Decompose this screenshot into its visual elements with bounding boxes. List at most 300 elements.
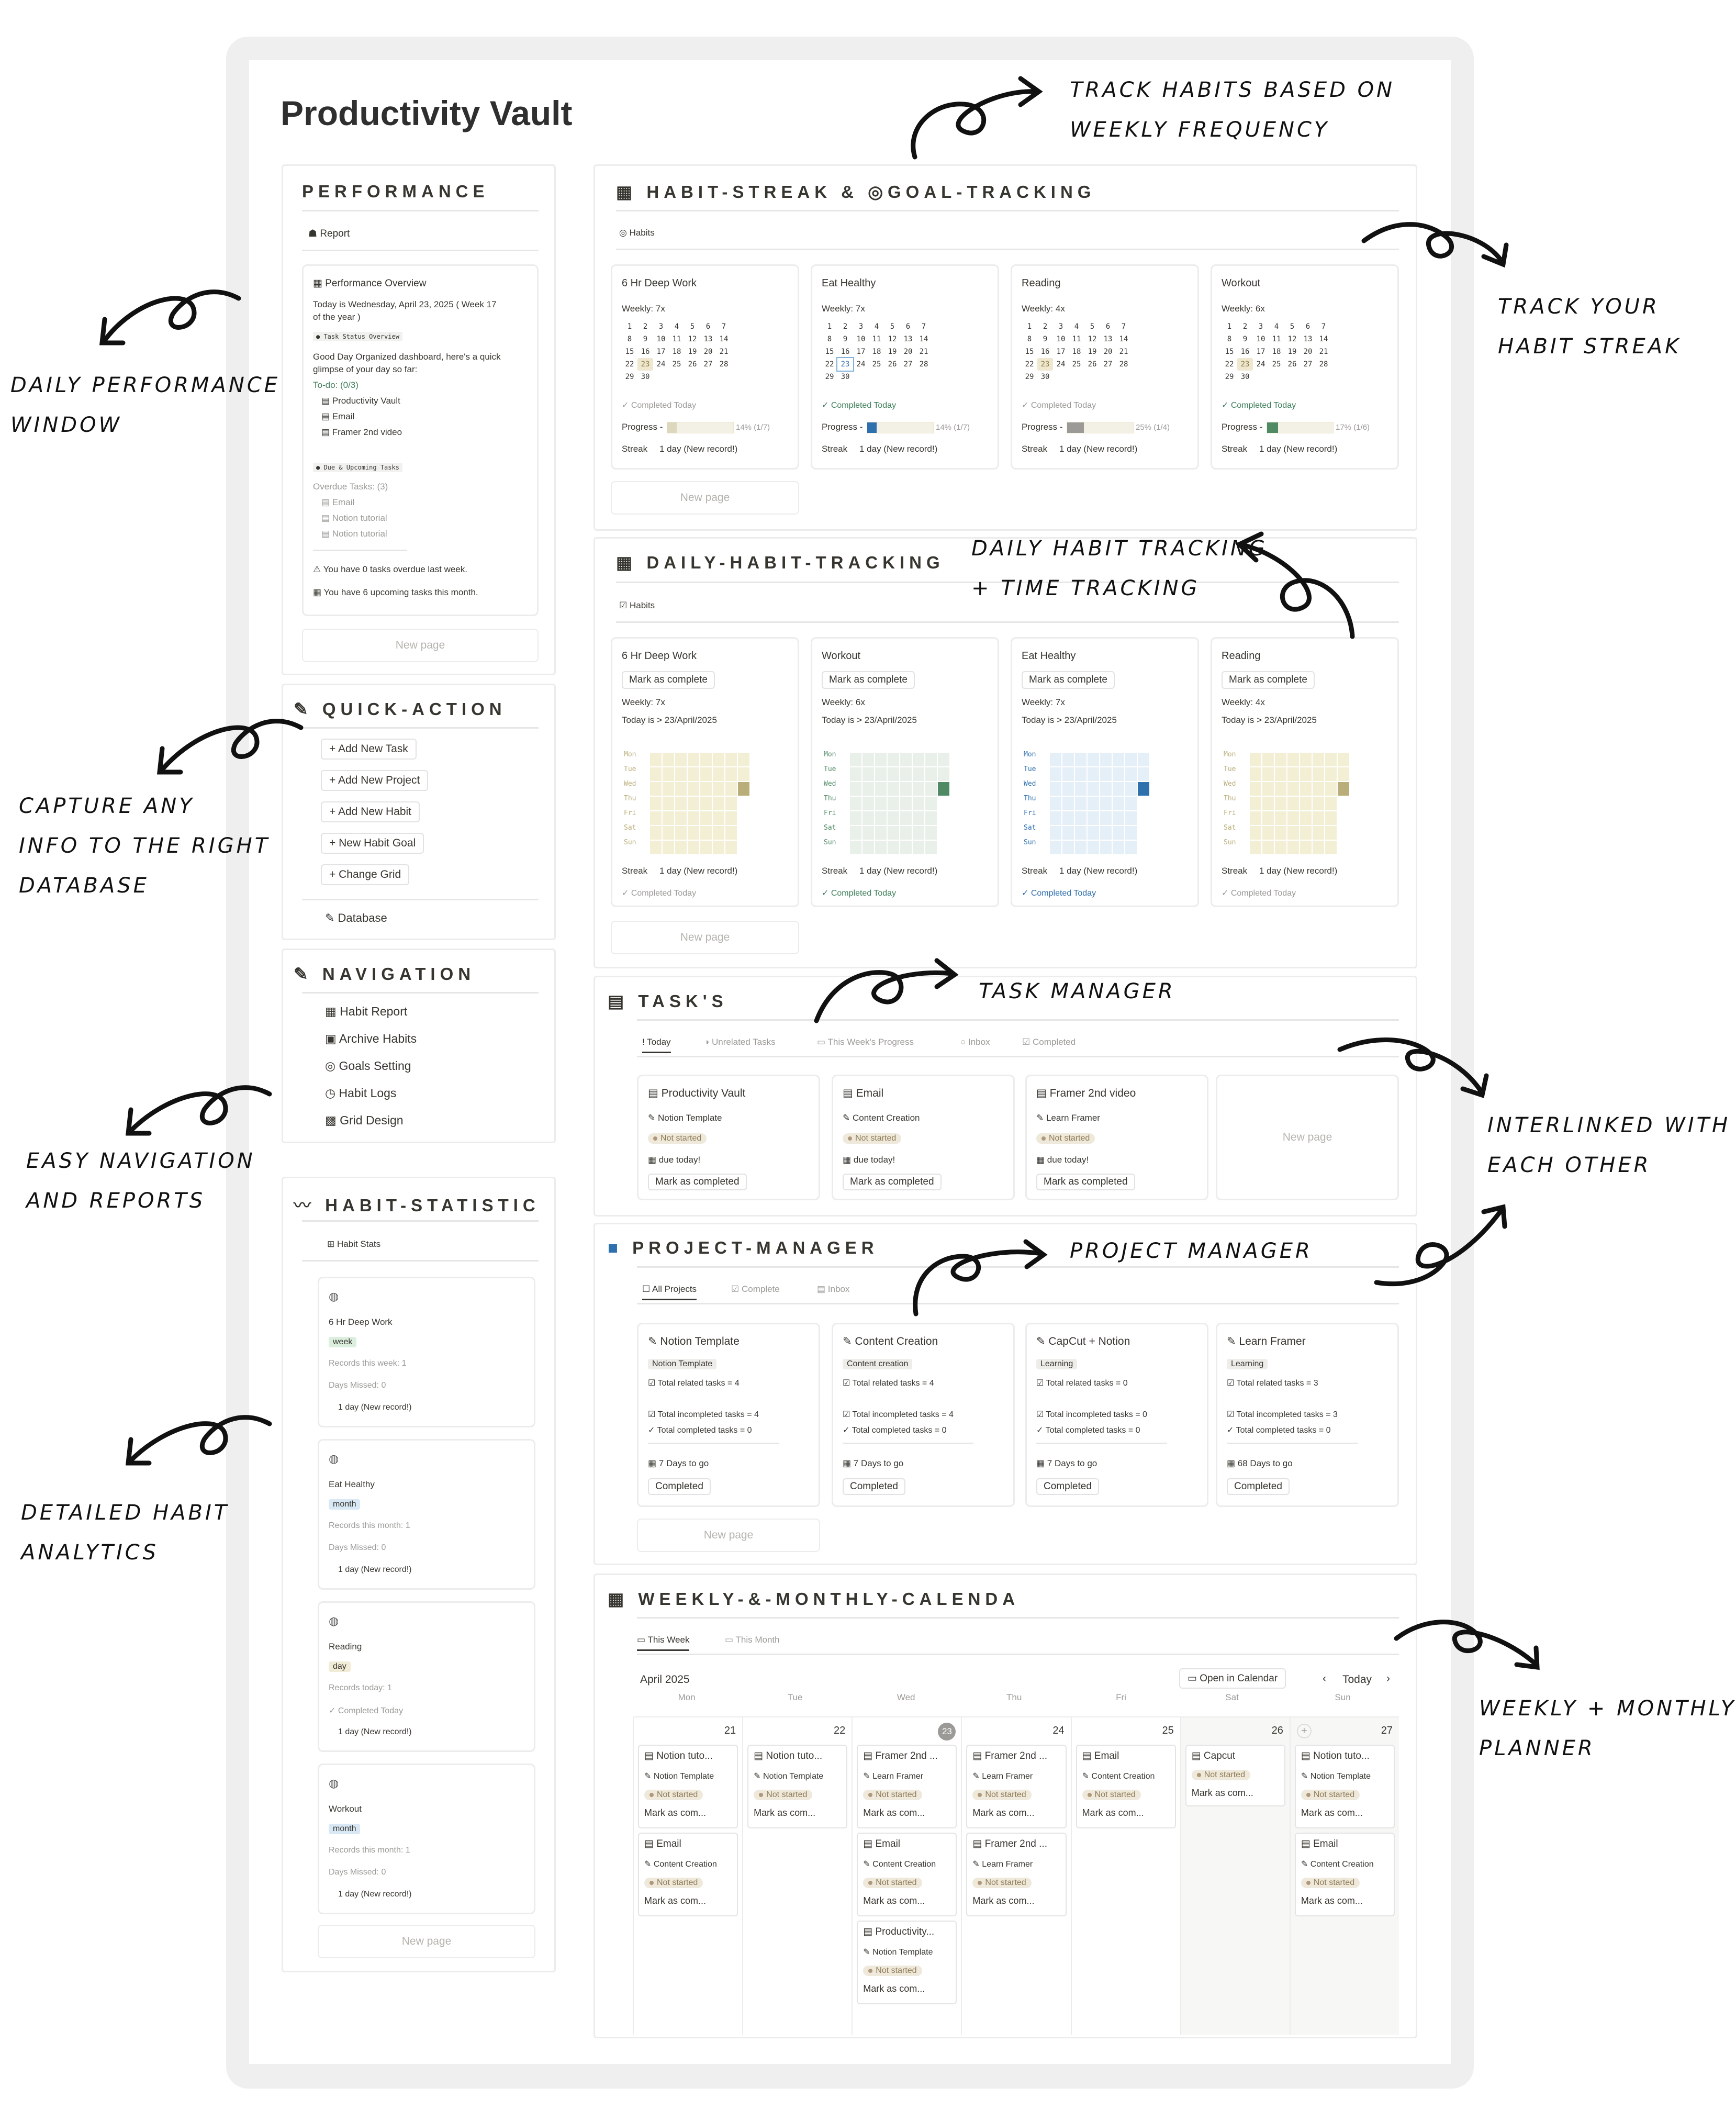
- weekday-label: Tue: [824, 765, 836, 773]
- event-project: ✎ Content Creation: [863, 1860, 936, 1869]
- weekday-label: Mon: [624, 751, 636, 758]
- event-title: ▤ Notion tuto...: [1301, 1750, 1370, 1761]
- calendar-day: 2: [643, 322, 648, 331]
- nav-habit-logs[interactable]: ◷ Habit Logs: [325, 1086, 397, 1100]
- new-habit-goal-button[interactable]: + New Habit Goal: [321, 833, 424, 854]
- calendar-day: 30: [641, 373, 650, 381]
- weekly-frequency: Weekly: 6x: [822, 697, 865, 707]
- today-date: Today is > 23/April/2025: [1022, 715, 1117, 725]
- tab-weekly-progress[interactable]: ▭ This Week's Progress: [817, 1037, 914, 1047]
- tab-this-week[interactable]: ▭ This Week: [637, 1635, 689, 1651]
- weekday-label: Thu: [824, 795, 836, 802]
- calendar-day: 16: [1040, 348, 1050, 356]
- event-mark-button[interactable]: Mark as com...: [863, 1807, 925, 1818]
- add-new-project-button[interactable]: + Add New Project: [321, 770, 428, 791]
- progress-label: Progress -: [1222, 422, 1263, 432]
- calendar-day: 6: [1305, 322, 1311, 331]
- upcoming-month-note: ▦ You have 6 upcoming tasks this month.: [313, 587, 478, 597]
- target-icon: ◎: [619, 228, 627, 238]
- status-badge: Not started: [1082, 1790, 1141, 1800]
- page-title: Productivity Vault: [281, 94, 573, 132]
- calendar-day: 5: [890, 322, 895, 331]
- calendar-day: 20: [1303, 348, 1313, 356]
- habit-status-icon: ◍: [329, 1452, 339, 1465]
- calendar-day: 28: [1319, 360, 1328, 369]
- todo-item[interactable]: ▤ Framer 2nd video: [321, 427, 402, 437]
- calendar-day: 4: [1074, 322, 1079, 331]
- mark-complete-button[interactable]: Mark as complete: [622, 671, 715, 689]
- status-badge: Not started: [863, 1878, 922, 1888]
- calendar-day: 29: [625, 373, 634, 381]
- calendar-day: 27: [1103, 360, 1113, 369]
- new-page-button[interactable]: New page: [611, 481, 799, 515]
- calendar-day: 22: [825, 360, 834, 369]
- add-event-icon[interactable]: +: [1297, 1724, 1312, 1738]
- annotation: TRACK HABITS BASED ON WEEKLY FREQUENCY: [1070, 78, 1395, 142]
- event-mark-button[interactable]: Mark as com...: [1082, 1807, 1144, 1818]
- streak-label: Streak: [1222, 866, 1248, 876]
- calendar-day: 21: [719, 348, 729, 356]
- completed-today: ✓ Completed Today: [822, 401, 897, 410]
- project-tag: Content creation: [843, 1359, 912, 1369]
- tab-this-month[interactable]: ▭ This Month: [725, 1635, 780, 1645]
- event-title: ▤ Email: [1301, 1838, 1338, 1849]
- event-project: ✎ Content Creation: [644, 1860, 717, 1869]
- new-page-button[interactable]: New page: [318, 1925, 535, 1958]
- tab-completed[interactable]: ☑ Completed: [1022, 1037, 1076, 1047]
- calendar-day: 16: [1240, 348, 1250, 356]
- date-number: 24: [1052, 1725, 1065, 1736]
- habit-stats-view[interactable]: ⊞ Habit Stats: [327, 1239, 381, 1249]
- tab-all-projects[interactable]: ☐ All Projects: [642, 1284, 697, 1300]
- streak-value: 1 day (New record!): [338, 1727, 412, 1736]
- weekday-header: Sun: [1335, 1692, 1351, 1702]
- completed-tasks: ✓ Total completed tasks = 0: [1227, 1426, 1331, 1435]
- report-icon: ☗: [308, 228, 320, 239]
- nav-goals-setting[interactable]: ◎ Goals Setting: [325, 1059, 411, 1073]
- status-badge: Not started: [1036, 1133, 1095, 1144]
- calendar-day: 6: [1105, 322, 1111, 331]
- weekly-frequency: Weekly: 7x: [622, 304, 665, 314]
- streak-label: Streak: [622, 444, 648, 454]
- greeting-2: glimpse of your day so far:: [313, 364, 418, 374]
- event-title: ▤ Notion tuto...: [644, 1750, 713, 1761]
- related-tasks: ☑ Total related tasks = 4: [648, 1379, 740, 1388]
- today-button[interactable]: Today: [1342, 1673, 1372, 1686]
- calendar-day: 25: [672, 360, 681, 369]
- progress-text: 14% (1/7): [936, 423, 970, 432]
- event-title: ▤ Notion tuto...: [754, 1750, 823, 1761]
- archive-icon: ▣: [325, 1032, 337, 1045]
- today-date: Today is > 23/April/2025: [622, 715, 717, 725]
- calendar-day: 10: [1256, 335, 1265, 343]
- streak-value: 1 day (New record!): [338, 1403, 412, 1412]
- annotation: DAILY PERFORMANCE WINDOW: [10, 373, 281, 437]
- habit-name: Reading: [1022, 277, 1061, 289]
- calendar-day: 16: [841, 348, 850, 356]
- habit-statistic-heading: 〰 HABIT-STATISTIC: [294, 1196, 540, 1215]
- event-title: ▤ Framer 2nd ...: [972, 1838, 1047, 1849]
- annotation: INTERLINKED WITH EACH OTHER: [1487, 1113, 1731, 1177]
- checkbox-icon: ☑: [619, 600, 628, 610]
- weekday-label: Thu: [1024, 795, 1036, 802]
- event-title: ▤ Framer 2nd ...: [863, 1750, 938, 1761]
- calendar-day: 11: [1272, 335, 1281, 343]
- nav-archive-habits[interactable]: ▣ Archive Habits: [325, 1032, 417, 1045]
- task-due: ▦ due today!: [1036, 1155, 1089, 1165]
- calendar-day: 27: [703, 360, 713, 369]
- calendar-day: 3: [1058, 322, 1063, 331]
- incomplete-tasks: ☑ Total incompleted tasks = 3: [1227, 1410, 1338, 1419]
- event-mark-button[interactable]: Mark as com...: [1191, 1788, 1253, 1798]
- streak-value: 1 day (New record!): [1059, 444, 1138, 454]
- completed-today: ✓ Completed Today: [1222, 889, 1296, 898]
- streak-label: Streak: [1022, 866, 1048, 876]
- chart-icon: ▦: [313, 278, 326, 289]
- todo-item[interactable]: ▤ Email: [321, 411, 355, 421]
- calendar-day: 23: [637, 358, 653, 371]
- event-title: ▤ Productivity...: [863, 1926, 935, 1937]
- habit-status-icon: ◍: [329, 1614, 339, 1627]
- weekday-label: Sat: [1024, 824, 1036, 832]
- weekday-label: Mon: [824, 751, 836, 758]
- calendar-day: 19: [888, 348, 897, 356]
- project-status-button[interactable]: Completed: [648, 1478, 711, 1495]
- calendar-day: 17: [656, 348, 666, 356]
- calendar-icon: ▭: [637, 1635, 646, 1645]
- calendar-day: 12: [1287, 335, 1297, 343]
- habit-streak-heading: ▦ HABIT-STREAK & ◎GOAL-TRACKING: [616, 182, 1096, 202]
- period-tag: day: [329, 1661, 351, 1672]
- calendar-day: 13: [903, 335, 913, 343]
- nav-grid-design[interactable]: ▩ Grid Design: [325, 1113, 404, 1127]
- task-status-label: ● Task Status Overview: [313, 332, 402, 341]
- days-missed: Days Missed: 0: [329, 1868, 386, 1877]
- incomplete-tasks: ☑ Total incompleted tasks = 0: [1036, 1410, 1147, 1419]
- calendar-day: 5: [1090, 322, 1095, 331]
- calendar-day: 10: [656, 335, 666, 343]
- weekday-label: Fri: [1024, 809, 1036, 817]
- weekday-header: Mon: [678, 1692, 696, 1702]
- weekday-label: Wed: [824, 780, 836, 788]
- calendar-day: 15: [825, 348, 834, 356]
- days-missed: Days Missed: 0: [329, 1543, 386, 1552]
- overdue-count: Overdue Tasks: (3): [313, 482, 388, 492]
- calendar-day: 29: [1025, 373, 1034, 381]
- mark-completed-button[interactable]: Mark as completed: [843, 1174, 942, 1190]
- streak-value: 1 day (New record!): [659, 866, 738, 876]
- calendar-day: 2: [1242, 322, 1248, 331]
- progress-label: Progress -: [1022, 422, 1063, 432]
- mark-complete-button[interactable]: Mark as complete: [1022, 671, 1115, 689]
- streak-value: 1 day (New record!): [338, 1565, 412, 1574]
- event-mark-button[interactable]: Mark as com...: [644, 1807, 707, 1818]
- task-due: ▦ due today!: [843, 1155, 895, 1165]
- weekday-label: Wed: [1024, 780, 1036, 788]
- calendar-day: 17: [1256, 348, 1265, 356]
- calendar-day: 5: [1290, 322, 1295, 331]
- new-page-button[interactable]: New page: [302, 629, 539, 662]
- completed-today: ✓ Completed Today: [622, 401, 697, 410]
- calendar-day: 17: [856, 348, 866, 356]
- habit-status-icon: ◍: [329, 1290, 339, 1303]
- event-mark-button[interactable]: Mark as com...: [754, 1807, 816, 1818]
- date-number: 22: [834, 1725, 846, 1736]
- completed-today: ✓ Completed Today: [1022, 889, 1096, 898]
- calendar-day: 18: [672, 348, 681, 356]
- habits-view[interactable]: ◎ Habits: [619, 228, 655, 238]
- event-mark-button[interactable]: Mark as com...: [1301, 1895, 1363, 1906]
- calendar-day: 23: [1037, 358, 1053, 371]
- streak-value: 1 day (New record!): [1059, 866, 1138, 876]
- overdue-item[interactable]: ▤ Email: [321, 497, 355, 507]
- status-badge: Not started: [648, 1133, 707, 1144]
- status-badge: Not started: [1301, 1878, 1360, 1888]
- event-project: ✎ Learn Framer: [972, 1860, 1033, 1869]
- pin-icon: ✎: [294, 964, 322, 984]
- report-view[interactable]: ☗ Report: [308, 228, 350, 239]
- mark-complete-button[interactable]: Mark as complete: [1222, 671, 1315, 689]
- weekday-label: Sat: [624, 824, 636, 832]
- task-title: ▤ Email: [843, 1087, 884, 1099]
- calendar-day: 11: [872, 335, 881, 343]
- grid-icon: ⊞: [327, 1239, 335, 1249]
- habit-name: Eat Healthy: [1022, 650, 1076, 662]
- tab-today[interactable]: ! Today: [642, 1037, 671, 1053]
- calendar-day: 9: [643, 335, 648, 343]
- next-week-icon[interactable]: ›: [1386, 1672, 1390, 1684]
- progress-text: 25% (1/4): [1136, 423, 1170, 432]
- calendar-day: 1: [827, 322, 832, 331]
- tab-unrelated[interactable]: ◑ Unrelated Tasks: [704, 1037, 776, 1047]
- nav-habit-report[interactable]: ▦ Habit Report: [325, 1005, 408, 1018]
- calendar-day: 1: [1027, 322, 1032, 331]
- progress-label: Progress -: [622, 422, 663, 432]
- weekday-label: Sun: [824, 839, 836, 846]
- completed-today: ✓ Completed Today: [1222, 401, 1296, 410]
- annotation: DETAILED HABIT ANALYTICS: [21, 1501, 230, 1565]
- calendar-day: 8: [1227, 335, 1232, 343]
- days-missed: ✓ Completed Today: [329, 1706, 404, 1715]
- calendar-day: 13: [1103, 335, 1113, 343]
- calendar-day: 12: [1088, 335, 1097, 343]
- streak-label: Streak: [622, 866, 648, 876]
- habit-name: 6 Hr Deep Work: [622, 277, 697, 289]
- todo-item[interactable]: ▤ Productivity Vault: [321, 396, 400, 406]
- new-page-button[interactable]: New page: [637, 1519, 820, 1552]
- mark-complete-button[interactable]: Mark as complete: [822, 671, 915, 689]
- status-badge: Not started: [1192, 1770, 1250, 1780]
- weekday-label: Sat: [824, 824, 836, 832]
- chart-icon: ▦: [325, 1005, 337, 1018]
- records-count: Records this month: 1: [329, 1846, 410, 1855]
- database-link[interactable]: ✎ Database: [325, 911, 387, 924]
- date-number: 21: [724, 1725, 736, 1736]
- calendar-day: 15: [1225, 348, 1234, 356]
- project-status-button[interactable]: Completed: [1227, 1478, 1290, 1495]
- weekday-label: Wed: [1224, 780, 1236, 788]
- calendar-day: 22: [1225, 360, 1234, 369]
- streak-label: Streak: [822, 866, 848, 876]
- completed-today: ✓ Completed Today: [822, 889, 897, 898]
- annotation: TASK MANAGER: [979, 979, 1175, 1003]
- calendar-day: 27: [903, 360, 913, 369]
- weekday-label: Fri: [1224, 809, 1236, 817]
- calendar-day: 25: [1272, 360, 1281, 369]
- calendar-day: 16: [641, 348, 650, 356]
- records-count: Records this month: 1: [329, 1521, 410, 1530]
- habit-name: Reading: [329, 1642, 362, 1652]
- annotation: DAILY HABIT TRACKING + TIME TRACKING: [971, 537, 1268, 600]
- calendar-day: 28: [1119, 360, 1128, 369]
- weekday-label: Fri: [824, 809, 836, 817]
- project-tag: Notion Template: [648, 1359, 716, 1369]
- calendar-day: 11: [672, 335, 681, 343]
- date-number: 26: [1271, 1725, 1283, 1736]
- calendar-day: 24: [656, 360, 666, 369]
- annotation: CAPTURE ANY INFO TO THE RIGHT DATABASE: [19, 794, 271, 898]
- today-line: Today is Wednesday, April 23, 2025 ( Week 17: [313, 299, 497, 309]
- calendar-day: 20: [903, 348, 913, 356]
- tab-inbox[interactable]: ▤ Inbox: [817, 1284, 850, 1294]
- event-project: ✎ Learn Framer: [972, 1772, 1033, 1781]
- project-status-button[interactable]: Completed: [1036, 1478, 1099, 1495]
- calendar-day: 10: [856, 335, 866, 343]
- status-badge: Not started: [863, 1966, 922, 1976]
- tab-complete[interactable]: ☑ Complete: [731, 1284, 780, 1294]
- calendar-heading: ▦ WEEKLY-&-MONTHLY-CALENDA: [608, 1589, 1020, 1609]
- event-title: ▤ Email: [644, 1838, 681, 1849]
- streak-label: Streak: [1022, 444, 1048, 454]
- performance-heading: PERFORMANCE: [302, 182, 489, 201]
- weekday-label: Thu: [1224, 795, 1236, 802]
- prev-week-icon[interactable]: ‹: [1323, 1672, 1326, 1684]
- habit-name: Reading: [1222, 650, 1261, 662]
- open-in-calendar-button[interactable]: ▭ Open in Calendar: [1179, 1668, 1286, 1689]
- weekday-label: Tue: [1224, 765, 1236, 773]
- event-mark-button[interactable]: Mark as com...: [863, 1983, 925, 1994]
- pin-icon: ✎: [294, 699, 322, 719]
- habit-name: 6 Hr Deep Work: [622, 650, 697, 662]
- streak-value: 1 day (New record!): [859, 866, 938, 876]
- quick-action-heading: ✎ QUICK-ACTION: [294, 699, 507, 719]
- calendar-day: 2: [843, 322, 848, 331]
- today-line-2: of the year ): [313, 312, 361, 322]
- calendar-day: 30: [1240, 373, 1250, 381]
- calendar-day: 9: [843, 335, 848, 343]
- related-tasks: ☑ Total related tasks = 3: [1227, 1379, 1318, 1388]
- weekly-frequency: Weekly: 7x: [1022, 697, 1065, 707]
- calendar-day: 8: [1027, 335, 1032, 343]
- period-tag: week: [329, 1337, 356, 1347]
- calendar-icon: ▭: [725, 1635, 734, 1645]
- calendar-day: 24: [856, 360, 866, 369]
- weekday-header: Thu: [1006, 1692, 1022, 1702]
- annotation: TRACK YOUR HABIT STREAK: [1498, 295, 1682, 359]
- tasks-heading: ▤ TASK'S: [608, 991, 728, 1011]
- mark-completed-button[interactable]: Mark as completed: [1036, 1174, 1135, 1190]
- event-title: ▤ Framer 2nd ...: [972, 1750, 1047, 1761]
- project-status-button[interactable]: Completed: [843, 1478, 905, 1495]
- calendar-day: 9: [1242, 335, 1248, 343]
- tab-inbox[interactable]: ○ Inbox: [960, 1037, 990, 1047]
- calendar-day: 12: [888, 335, 897, 343]
- weekday-header: Tue: [787, 1692, 803, 1702]
- project-title: ✎ Notion Template: [648, 1335, 740, 1347]
- event-mark-button[interactable]: Mark as com...: [972, 1895, 1035, 1906]
- navigation-heading: ✎ NAVIGATION: [294, 964, 476, 984]
- new-page-button[interactable]: New page: [1282, 1131, 1332, 1143]
- add-new-task-button[interactable]: + Add New Task: [321, 739, 417, 760]
- calendar-day: 7: [1121, 322, 1126, 331]
- calendar-day: 18: [1072, 348, 1081, 356]
- event-mark-button[interactable]: Mark as com...: [1301, 1807, 1363, 1818]
- mark-completed-button[interactable]: Mark as completed: [648, 1174, 747, 1190]
- calendar-day: 2: [1043, 322, 1048, 331]
- days-to-go: ▦ 7 Days to go: [648, 1458, 709, 1468]
- status-badge: Not started: [843, 1133, 901, 1144]
- weekday-label: Fri: [624, 809, 636, 817]
- habit-name: Workout: [822, 650, 861, 662]
- annotation: PROJECT MANAGER: [1070, 1239, 1313, 1263]
- calendar-day: 30: [1040, 373, 1050, 381]
- calendar-icon: ▦: [616, 553, 647, 572]
- calendar-day: 7: [721, 322, 726, 331]
- calendar-day: 1: [1227, 322, 1232, 331]
- overdue-item[interactable]: ▤ Notion tutorial: [321, 529, 387, 539]
- event-project: ✎ Notion Template: [1301, 1772, 1371, 1781]
- event-project: ✎ Content Creation: [1301, 1860, 1374, 1869]
- weekday-label: Tue: [624, 765, 636, 773]
- calendar-day: 18: [1272, 348, 1281, 356]
- calendar-day: 30: [841, 373, 850, 381]
- habits-view[interactable]: ☑ Habits: [619, 600, 655, 610]
- event-mark-button[interactable]: Mark as com...: [644, 1895, 707, 1906]
- overdue-item[interactable]: ▤ Notion tutorial: [321, 513, 387, 523]
- project-heading: ■ PROJECT-MANAGER: [608, 1238, 879, 1257]
- related-tasks: ☑ Total related tasks = 4: [843, 1379, 934, 1388]
- status-badge: Not started: [863, 1790, 922, 1800]
- progress-label: Progress -: [822, 422, 863, 432]
- calendar-day: 26: [1088, 360, 1097, 369]
- calendar-day: 4: [1274, 322, 1279, 331]
- calendar-day: 26: [1287, 360, 1297, 369]
- event-project: ✎ Learn Framer: [863, 1772, 924, 1781]
- calendar-day: 23: [837, 358, 853, 371]
- clock-icon: ◷: [325, 1086, 336, 1100]
- calendar-day: 18: [872, 348, 881, 356]
- task-title: ▤ Framer 2nd video: [1036, 1087, 1136, 1099]
- calendar-icon: ▭: [1188, 1673, 1197, 1684]
- streak-value: 1 day (New record!): [1259, 444, 1338, 454]
- status-badge: Not started: [972, 1878, 1031, 1888]
- event-mark-button[interactable]: Mark as com...: [863, 1895, 925, 1906]
- event-mark-button[interactable]: Mark as com...: [972, 1807, 1035, 1818]
- calendar-day: 14: [719, 335, 729, 343]
- completed-tasks: ✓ Total completed tasks = 0: [1036, 1426, 1140, 1435]
- calendar-day: 8: [827, 335, 832, 343]
- daily-habit-heading: ▦ DAILY-HABIT-TRACKING: [616, 553, 945, 572]
- calendar-month: April 2025: [640, 1673, 690, 1686]
- calendar-icon: ▦: [608, 1589, 639, 1609]
- change-grid-button[interactable]: + Change Grid: [321, 864, 409, 885]
- add-new-habit-button[interactable]: + Add New Habit: [321, 801, 420, 822]
- greeting: Good Day Organized dashboard, here's a quick: [313, 352, 501, 362]
- new-page-button[interactable]: New page: [611, 921, 799, 954]
- records-count: Records this week: 1: [329, 1359, 407, 1368]
- calendar-day: 19: [1287, 348, 1297, 356]
- weekday-label: Sat: [1224, 824, 1236, 832]
